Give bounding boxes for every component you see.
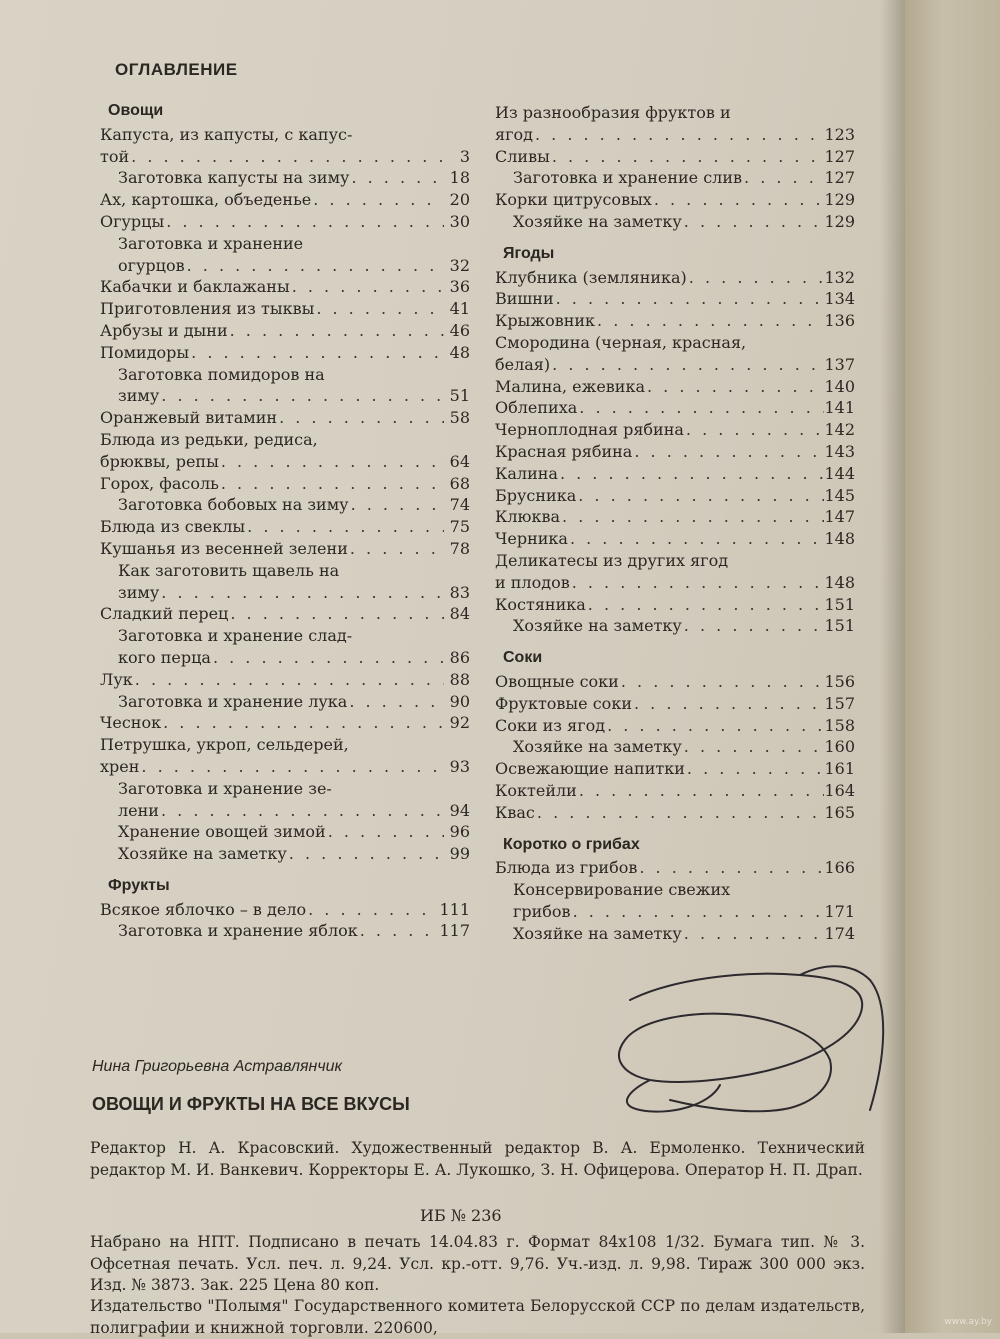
toc-entry bbox=[495, 332, 855, 354]
toc-leader-dots bbox=[558, 463, 825, 485]
toc-entry-title: Корки цитрусовых bbox=[495, 190, 652, 210]
toc-entry-title: Малина, ежевика bbox=[495, 376, 645, 396]
book-title: ОВОЩИ И ФРУКТЫ НА ВСЕ ВКУСЫ bbox=[92, 1094, 410, 1114]
toc-page-number: 46 bbox=[449, 320, 470, 340]
toc-page-number: 136 bbox=[824, 311, 855, 331]
toc-entry bbox=[495, 736, 855, 758]
toc-leader-dots bbox=[349, 167, 444, 189]
toc-entry-title: Заготовка и хранение зе- bbox=[118, 778, 332, 798]
toc-entry-title: Квас bbox=[495, 802, 535, 822]
toc-page-number: 18 bbox=[449, 168, 470, 188]
toc-entry-title: Заготовка и хранение bbox=[118, 233, 304, 253]
toc-entry-title: Приготовления из тыквы bbox=[100, 299, 315, 319]
toc-page-number: 92 bbox=[449, 713, 470, 733]
toc-entry bbox=[100, 364, 470, 386]
toc-entry-title: брюквы, репы bbox=[100, 451, 219, 471]
toc-entry-title: Хранение овощей зимой bbox=[118, 822, 326, 842]
toc-entry bbox=[495, 167, 855, 189]
toc-entry-continuation bbox=[100, 385, 470, 407]
toc-entry bbox=[100, 429, 470, 451]
toc-entry bbox=[495, 102, 855, 124]
toc-leader-dots bbox=[185, 255, 444, 277]
toc-leader-dots bbox=[568, 528, 825, 550]
toc-leader-dots bbox=[211, 647, 444, 669]
toc-page-number: 93 bbox=[449, 756, 470, 776]
toc-page-number: 83 bbox=[449, 582, 470, 602]
toc-entry-title: Красная рябина bbox=[495, 441, 633, 461]
toc-entry-title: белая) bbox=[495, 354, 551, 374]
toc-entry bbox=[100, 342, 470, 364]
toc-entry bbox=[495, 397, 855, 419]
toc-entry-title: лени bbox=[118, 800, 159, 820]
toc-entry-title: Заготовка и хранение слив bbox=[513, 168, 743, 188]
toc-page-number: 171 bbox=[824, 901, 855, 921]
toc-entry bbox=[495, 550, 855, 572]
toc-entry-title: той bbox=[100, 146, 130, 166]
toc-leader-dots bbox=[571, 901, 825, 923]
toc-entry-title: зиму bbox=[118, 582, 160, 602]
toc-entry bbox=[495, 441, 855, 463]
toc-entry-title: Соки из ягод bbox=[495, 715, 606, 735]
toc-entry bbox=[495, 528, 855, 550]
toc-page-number: 90 bbox=[449, 691, 470, 711]
toc-leader-dots bbox=[129, 146, 444, 168]
toc-leader-dots bbox=[306, 899, 439, 921]
toc-leader-dots bbox=[358, 920, 440, 942]
toc-leader-dots bbox=[133, 669, 444, 691]
toc-leader-dots bbox=[632, 441, 824, 463]
toc-entry-title: Помидоры bbox=[100, 342, 190, 362]
toc-leader-dots bbox=[682, 211, 825, 233]
toc-page-number: 99 bbox=[449, 844, 470, 864]
toc-entry bbox=[100, 298, 470, 320]
toc-leader-dots bbox=[245, 516, 444, 538]
toc-entry-title: Кабачки и баклажаны bbox=[100, 277, 290, 297]
toc-page-number: 58 bbox=[449, 408, 470, 428]
toc-page-number: 96 bbox=[449, 822, 470, 842]
toc-entry bbox=[100, 276, 470, 298]
toc-leader-dots bbox=[570, 572, 825, 594]
page-binding-shadow bbox=[880, 0, 905, 1333]
toc-page-number: 123 bbox=[824, 124, 855, 144]
toc-leader-dots bbox=[684, 419, 825, 441]
toc-leader-dots bbox=[687, 267, 825, 289]
toc-leader-dots bbox=[348, 538, 444, 560]
toc-entry-title: Как заготовить щавель на bbox=[118, 560, 340, 580]
toc-page-number: 140 bbox=[824, 376, 855, 396]
toc-leader-dots bbox=[682, 923, 825, 945]
toc-entry-title: Крыжовник bbox=[495, 311, 596, 331]
toc-page-number: 157 bbox=[824, 693, 855, 713]
toc-entry-title: Калина bbox=[495, 463, 558, 483]
toc-leader-dots bbox=[645, 376, 824, 398]
toc-entry bbox=[100, 538, 470, 560]
toc-page-number: 148 bbox=[824, 529, 855, 549]
toc-entry-title: Горох, фасоль bbox=[100, 473, 219, 493]
toc-page-number: 41 bbox=[449, 299, 470, 319]
toc-section-heading: Овощи bbox=[108, 102, 164, 119]
toc-entry-title: Деликатесы из других ягод bbox=[495, 550, 729, 570]
toc-entry-continuation bbox=[495, 901, 855, 923]
toc-entry bbox=[495, 506, 855, 528]
toc-entry bbox=[100, 233, 470, 255]
toc-leader-dots bbox=[228, 603, 444, 625]
toc-entry bbox=[100, 778, 470, 800]
toc-entry bbox=[495, 463, 855, 485]
toc-page-number: 129 bbox=[824, 211, 855, 231]
handwritten-signature bbox=[570, 960, 900, 1130]
toc-entry-title: Облепиха bbox=[495, 398, 578, 418]
page-edge bbox=[905, 0, 1000, 1333]
toc-entry bbox=[495, 310, 855, 332]
toc-leader-dots bbox=[685, 758, 825, 780]
toc-entry bbox=[495, 923, 855, 945]
toc-entry bbox=[495, 857, 855, 879]
toc-page-number: 94 bbox=[449, 800, 470, 820]
toc-entry bbox=[495, 288, 855, 310]
toc-entry bbox=[100, 189, 470, 211]
toc-entry bbox=[495, 693, 855, 715]
toc-entry bbox=[100, 124, 470, 146]
toc-leader-dots bbox=[139, 756, 444, 778]
toc-page-number: 32 bbox=[449, 255, 470, 275]
toc-leader-dots bbox=[632, 693, 824, 715]
toc-entry-title: Хозяйке на заметку bbox=[513, 616, 682, 636]
toc-entry bbox=[100, 603, 470, 625]
toc-entry-title: Заготовка и хранение лука bbox=[118, 691, 348, 711]
toc-entry bbox=[100, 669, 470, 691]
toc-page-number: 127 bbox=[824, 146, 855, 166]
toc-page-number: 74 bbox=[449, 495, 470, 515]
toc-entry-title: Клубника (земляника) bbox=[495, 267, 687, 287]
toc-entry-continuation bbox=[100, 756, 470, 778]
toc-entry-title: огурцов bbox=[118, 255, 185, 275]
toc-leader-dots bbox=[550, 354, 824, 376]
toc-entry-title: Хозяйке на заметку bbox=[513, 211, 682, 231]
toc-entry bbox=[495, 780, 855, 802]
toc-entry-continuation bbox=[495, 572, 855, 594]
toc-entry-title: Арбузы и дыни bbox=[100, 320, 228, 340]
toc-page-number: 75 bbox=[449, 517, 470, 537]
toc-leader-dots bbox=[554, 288, 825, 310]
toc-entry-title: Фруктовые соки bbox=[495, 693, 632, 713]
toc-leader-dots bbox=[326, 821, 444, 843]
toc-page-number: 64 bbox=[449, 451, 470, 471]
toc-entry-title: Кушанья из весенней зелени bbox=[100, 538, 348, 558]
toc-leader-dots bbox=[682, 736, 825, 758]
toc-entry bbox=[100, 625, 470, 647]
toc-page-number: 36 bbox=[449, 277, 470, 297]
toc-page-number: 147 bbox=[824, 507, 855, 527]
toc-leader-dots bbox=[619, 671, 825, 693]
toc-page-number: 68 bbox=[449, 473, 470, 493]
toc-page-number: 143 bbox=[824, 441, 855, 461]
toc-leader-dots bbox=[189, 342, 444, 364]
toc-leader-dots bbox=[652, 189, 825, 211]
toc-page-number: 145 bbox=[824, 485, 855, 505]
toc-page-number: 137 bbox=[824, 354, 855, 374]
toc-entry bbox=[100, 167, 470, 189]
toc-entry-title: Коктейли bbox=[495, 780, 577, 800]
toc-page-number: 20 bbox=[449, 190, 470, 210]
book-author: Нина Григорьевна Астравлянчик bbox=[92, 1058, 343, 1075]
toc-entry bbox=[100, 691, 470, 713]
toc-entry-title: зиму bbox=[118, 386, 160, 406]
toc-entry bbox=[495, 671, 855, 693]
toc-entry-title: Блюда из редьки, редиса, bbox=[100, 429, 318, 449]
toc-entry-title: Черноплодная рябина bbox=[495, 420, 684, 440]
toc-entry bbox=[100, 516, 470, 538]
toc-page-number: 134 bbox=[824, 289, 855, 309]
toc-entry bbox=[100, 473, 470, 495]
toc-leader-dots bbox=[550, 146, 825, 168]
toc-leader-dots bbox=[577, 397, 824, 419]
toc-entry bbox=[100, 320, 470, 342]
ib-number: ИБ № 236 bbox=[420, 1206, 502, 1225]
toc-entry bbox=[100, 712, 470, 734]
toc-page-number: 84 bbox=[449, 604, 470, 624]
toc-page-number: 117 bbox=[439, 921, 470, 941]
toc-entry-title: Всякое яблочко – в дело bbox=[100, 899, 307, 919]
toc-entry-continuation bbox=[100, 582, 470, 604]
toc-entry bbox=[495, 267, 855, 289]
toc-entry-title: и плодов bbox=[495, 572, 570, 592]
toc-entry-title: Чеснок bbox=[100, 713, 162, 733]
toc-entry-title: Сладкий перец bbox=[100, 604, 229, 624]
toc-entry-title: Заготовка и хранение слад- bbox=[118, 626, 353, 646]
toc-leader-dots bbox=[164, 211, 444, 233]
toc-entry-title: Лук bbox=[100, 669, 133, 689]
toc-page-number: 148 bbox=[824, 572, 855, 592]
site-watermark: www.ay.by bbox=[944, 1317, 992, 1327]
toc-entry-title: Заготовка и хранение яблок bbox=[118, 921, 358, 941]
toc-page-number: 158 bbox=[824, 715, 855, 735]
toc-entry-continuation bbox=[100, 451, 470, 473]
toc-entry bbox=[495, 419, 855, 441]
toc-page-number: 165 bbox=[824, 802, 855, 822]
toc-entry bbox=[495, 879, 855, 901]
toc-entry-title: Хозяйке на заметку bbox=[513, 923, 682, 943]
toc-leader-dots bbox=[586, 594, 825, 616]
toc-entry bbox=[100, 407, 470, 429]
toc-entry-title: Черника bbox=[495, 529, 568, 549]
toc-entry bbox=[100, 920, 470, 942]
toc-page-number: 51 bbox=[449, 386, 470, 406]
toc-entry-continuation bbox=[100, 647, 470, 669]
toc-leader-dots bbox=[637, 857, 824, 879]
toc-entry-title: Освежающие напитки bbox=[495, 759, 685, 779]
toc-leader-dots bbox=[228, 320, 444, 342]
toc-entry-continuation bbox=[495, 354, 855, 376]
toc-entry-continuation bbox=[100, 146, 470, 168]
toc-leader-dots bbox=[311, 189, 444, 211]
toc-page-number: 129 bbox=[824, 190, 855, 210]
toc-right-column bbox=[495, 102, 855, 944]
toc-leader-dots bbox=[682, 615, 825, 637]
toc-leader-dots bbox=[595, 310, 824, 332]
publisher-info: Издательство "Полымя" Государственного комитета Белорусской ССР по делам издательств, полиграфии и книжной торговли. 220600, bbox=[90, 1297, 865, 1337]
toc-entry bbox=[100, 899, 470, 921]
toc-entry-title: Хозяйке на заметку bbox=[118, 844, 287, 864]
toc-title: ОГЛАВЛЕНИЕ bbox=[115, 60, 238, 79]
toc-page-number: 88 bbox=[449, 669, 470, 689]
toc-page-number: 141 bbox=[824, 398, 855, 418]
toc-entry bbox=[495, 211, 855, 233]
toc-leader-dots bbox=[219, 473, 444, 495]
toc-section-heading: Соки bbox=[503, 649, 543, 667]
toc-entry-title: Клюква bbox=[495, 507, 561, 527]
toc-page-number: 86 bbox=[449, 647, 470, 667]
toc-entry bbox=[100, 843, 470, 865]
toc-section-heading: Фрукты bbox=[108, 876, 170, 894]
toc-entry-title: Смородина (черная, красная, bbox=[495, 332, 747, 352]
toc-leader-dots bbox=[576, 485, 824, 507]
toc-entry bbox=[100, 734, 470, 756]
toc-leader-dots bbox=[161, 712, 444, 734]
toc-entry-title: Капуста, из капусты, с капус- bbox=[100, 124, 353, 144]
toc-entry-title: Хозяйке на заметку bbox=[513, 737, 682, 757]
toc-page-number: 30 bbox=[449, 211, 470, 231]
toc-entry-title: Ах, картошка, объеденье bbox=[100, 190, 312, 210]
toc-page-number: 151 bbox=[824, 616, 855, 636]
toc-leader-dots bbox=[287, 843, 444, 865]
toc-left-column bbox=[100, 96, 470, 942]
toc-entry-title: Блюда из свеклы bbox=[100, 517, 246, 537]
toc-entry bbox=[100, 494, 470, 516]
toc-entry bbox=[495, 594, 855, 616]
toc-section-heading: Ягоды bbox=[503, 244, 555, 262]
toc-entry-title: Овощные соки bbox=[495, 671, 619, 691]
toc-entry bbox=[495, 376, 855, 398]
toc-entry-title: ягод bbox=[495, 124, 533, 144]
toc-entry-title: Блюда из грибов bbox=[495, 858, 638, 878]
toc-leader-dots bbox=[605, 715, 824, 737]
toc-leader-dots bbox=[535, 802, 825, 824]
toc-page-number: 166 bbox=[824, 858, 855, 878]
toc-leader-dots bbox=[159, 582, 444, 604]
toc-entry-title: Консервирование свежих bbox=[513, 880, 731, 900]
toc-section-heading: Коротко о грибах bbox=[503, 835, 640, 853]
toc-leader-dots bbox=[314, 298, 444, 320]
toc-leader-dots bbox=[577, 780, 825, 802]
toc-entry-title: Петрушка, укроп, сельдерей, bbox=[100, 735, 349, 755]
toc-leader-dots bbox=[159, 385, 444, 407]
toc-entry bbox=[495, 715, 855, 737]
toc-entry-title: Вишни bbox=[495, 289, 554, 309]
toc-page-number: 78 bbox=[449, 538, 470, 558]
toc-page-number: 160 bbox=[824, 737, 855, 757]
toc-entry-title: Костяника bbox=[495, 594, 586, 614]
toc-page-number: 111 bbox=[439, 899, 470, 919]
toc-leader-dots bbox=[290, 276, 444, 298]
toc-page-number: 48 bbox=[449, 342, 470, 362]
toc-entry-title: Из разнообразия фруктов и bbox=[495, 103, 731, 122]
toc-entry bbox=[495, 146, 855, 168]
print-info: Набрано на НПТ. Подписано в печать 14.04.83 г. Формат 84x108 1/32. Бумага тип. № 3. Офсетная печать. Усл. печ. л. 9,24. Усл. кр.-отт. 9,76. Уч.-изд. л. 9,98. Тираж 300 000 экз. Изд. № 3873. Зак. 225 Цена 80 коп. bbox=[90, 1233, 865, 1294]
toc-leader-dots bbox=[560, 506, 824, 528]
toc-leader-dots bbox=[159, 800, 444, 822]
toc-entry-title: Заготовка бобовых на зиму bbox=[118, 495, 349, 515]
toc-entry bbox=[495, 485, 855, 507]
toc-page-number: 3 bbox=[459, 146, 470, 166]
toc-entry bbox=[100, 821, 470, 843]
toc-entry bbox=[100, 560, 470, 582]
toc-entry-title: Огурцы bbox=[100, 211, 165, 231]
toc-entry-title: Брусника bbox=[495, 485, 577, 505]
toc-page-number: 174 bbox=[824, 923, 855, 943]
toc-page-number: 132 bbox=[824, 267, 855, 287]
toc-entry-continuation bbox=[100, 255, 470, 277]
toc-page-number: 156 bbox=[824, 671, 855, 691]
toc-leader-dots bbox=[277, 407, 444, 429]
toc-entry-title: грибов bbox=[513, 901, 571, 921]
toc-entry bbox=[495, 758, 855, 780]
toc-page-number: 144 bbox=[824, 463, 855, 483]
toc-entry-title: Оранжевый витамин bbox=[100, 408, 278, 428]
toc-leader-dots bbox=[219, 451, 444, 473]
toc-entry-title: хрен bbox=[100, 756, 140, 776]
toc-entry bbox=[495, 189, 855, 211]
toc-entry bbox=[100, 211, 470, 233]
toc-page-number: 151 bbox=[824, 594, 855, 614]
toc-entry-title: Заготовка капусты на зиму bbox=[118, 168, 350, 188]
toc-page-number: 142 bbox=[824, 420, 855, 440]
editors-credits: Редактор Н. А. Красовский. Художественный редактор В. А. Ермоленко. Технический редактор М. И. Ванкевич. Корректоры Е. А. Лукошко, З. Н. Офицерова. Оператор Н. П. Драп. bbox=[90, 1139, 865, 1179]
toc-entry-continuation bbox=[495, 124, 855, 146]
toc-page-number: 164 bbox=[824, 780, 855, 800]
toc-entry-title: Заготовка помидоров на bbox=[118, 364, 325, 384]
toc-page-number: 161 bbox=[824, 759, 855, 779]
toc-entry bbox=[495, 802, 855, 824]
toc-entry-title: Сливы bbox=[495, 146, 550, 166]
toc-entry bbox=[495, 615, 855, 637]
toc-leader-dots bbox=[349, 494, 444, 516]
toc-entry-continuation bbox=[100, 800, 470, 822]
toc-page-number: 127 bbox=[824, 168, 855, 188]
toc-leader-dots bbox=[742, 167, 824, 189]
toc-entry-title: кого перца bbox=[118, 647, 211, 667]
toc-leader-dots bbox=[533, 124, 824, 146]
toc-leader-dots bbox=[347, 691, 444, 713]
